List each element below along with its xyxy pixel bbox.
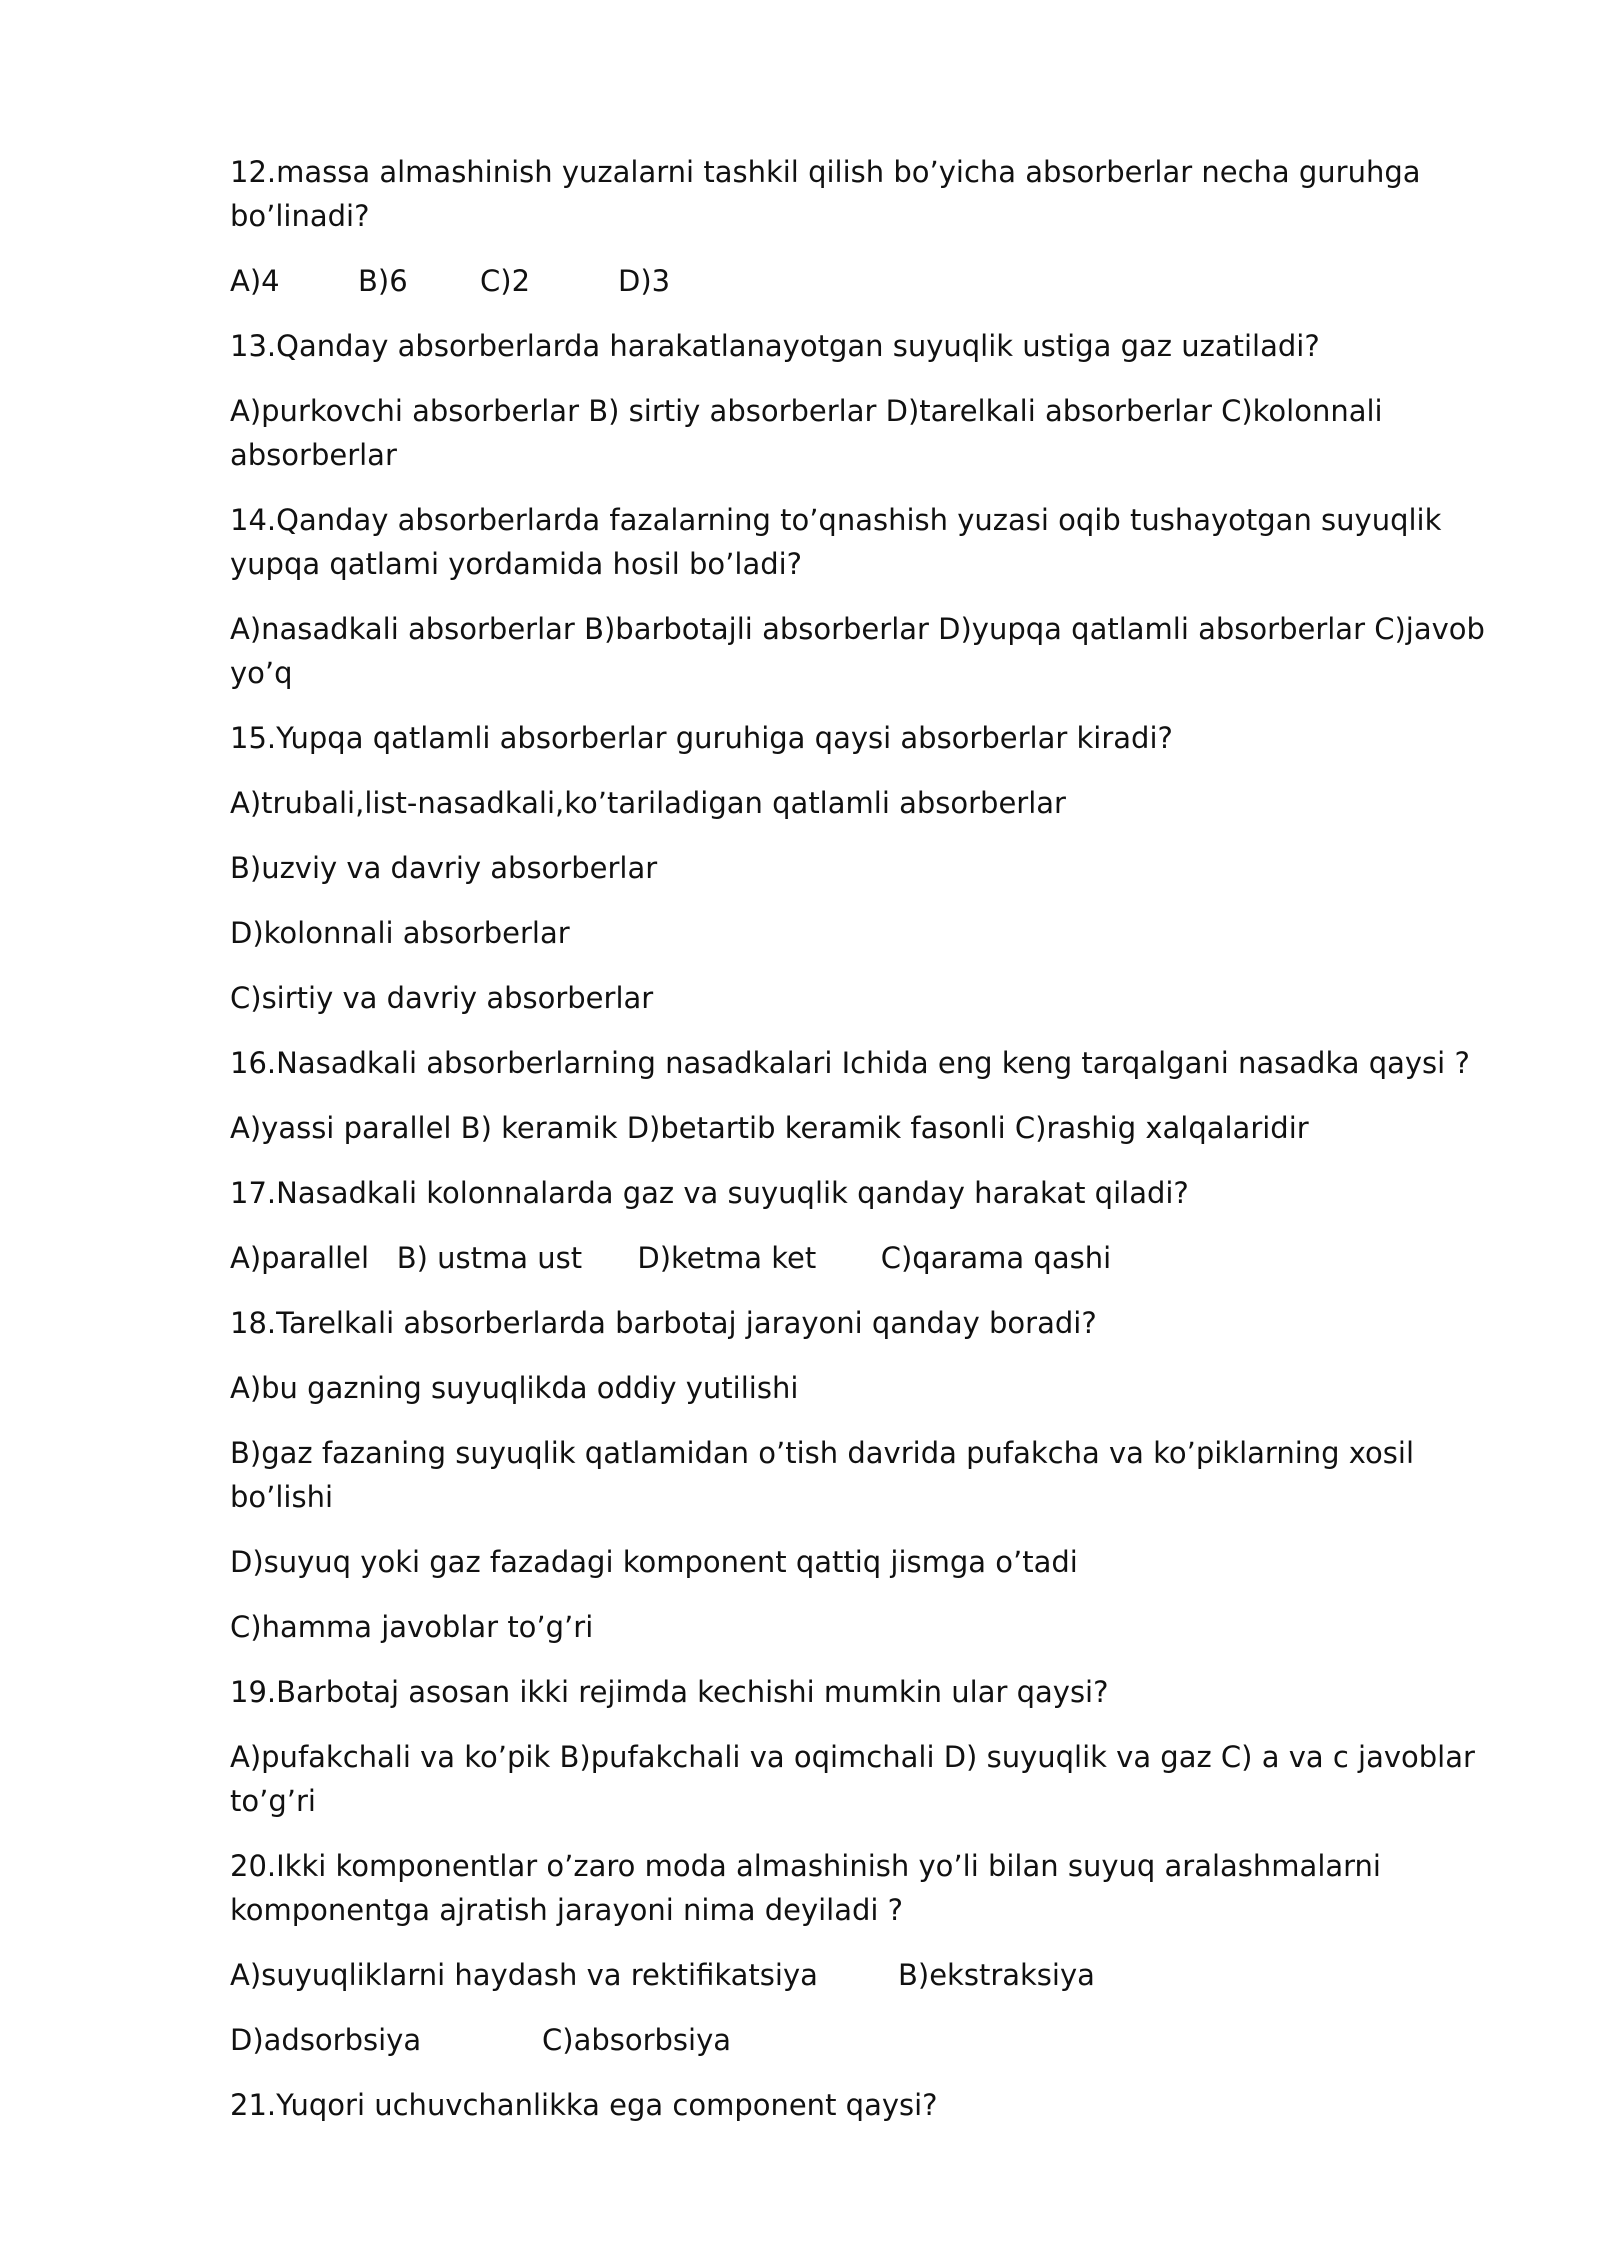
question-13-options: A)purkovchi absorberlar B) sirtiy absorberlar D)tarelkali absorberlar C)kolonnali absorberlar [230,394,1383,472]
question-list [230,150,1500,2148]
question-14: 14.Qanday absorberlarda fazalarning to’qnashish yuzasi oqib tushayotgan suyuqlik yupqa qatlami yordamida hosil bo’ladi? [230,503,1442,581]
question-18-option-c: C)hamma javoblar to’g’ri [230,1610,594,1644]
option-d: D)3 [618,264,671,298]
question-20-options-row1 [230,1953,1500,1997]
question-15-option-d: D)kolonnali absorberlar [230,916,570,950]
question-12: 12.massa almashinish yuzalarni tashkil qilish bo’yicha absorberlar necha guruhga bo’linadi? [230,155,1421,233]
option-d: D)adsorbsiya [230,2023,422,2057]
question-21: 21.Yuqori uchuvchanlikka ega component qaysi? [230,2088,938,2122]
question-18-option-b: B)gaz fazaning suyuqlik qatlamidan o’tish davrida pufakcha va ko’piklarning xosil bo’lishi [230,1436,1415,1514]
option-a: A)4 [230,264,280,298]
question-15-option-b: B)uzviy va davriy absorberlar [230,851,658,885]
option-c: C)2 [480,264,531,298]
question-14-options: A)nasadkali absorberlar B)barbotajli absorberlar D)yupqa qatlamli absorberlar C)javob yo’q [230,612,1485,690]
question-16: 16.Nasadkali absorberlarning nasadkalari Ichida eng keng tarqalgani nasadka qaysi ? [230,1046,1470,1080]
option-b: B)6 [358,264,408,298]
question-15-option-a: A)trubali,list-nasadkali,ko’tariladigan qatlamli absorberlar [230,786,1066,820]
option-a: A)suyuqliklarni haydash va rektifikatsiya [230,1958,818,1992]
option-b: B)ekstraksiya [898,1958,1095,1992]
question-19-options: A)pufakchali va ko’pik B)pufakchali va oqimchali D) suyuqlik va gaz C) a va c javoblar to’g’ri [230,1740,1475,1818]
question-20-options-row2 [230,2018,1500,2062]
question-18-option-a: A)bu gazning suyuqlikda oddiy yutilishi [230,1371,799,1405]
question-12-options [230,259,1500,303]
question-17: 17.Nasadkali kolonnalarda gaz va suyuqlik qanday harakat qiladi? [230,1176,1189,1210]
question-13: 13.Qanday absorberlarda harakatlanayotgan suyuqlik ustiga gaz uzatiladi? [230,329,1320,363]
question-17-options: A)parallel B) ustma ust D)ketma ket C)qarama qashi [230,1241,1112,1275]
question-18: 18.Tarelkali absorberlarda barbotaj jarayoni qanday boradi? [230,1306,1097,1340]
question-15-option-c: C)sirtiy va davriy absorberlar [230,981,654,1015]
question-19: 19.Barbotaj asosan ikki rejimda kechishi mumkin ular qaysi? [230,1675,1109,1709]
question-20: 20.Ikki komponentlar o’zaro moda almashinish yo’li bilan suyuq aralashmalarni komponentga ajratish jarayoni nima deyiladi ? [230,1849,1381,1927]
option-c: C)absorbsiya [542,2023,732,2057]
question-16-options: A)yassi parallel B) keramik D)betartib keramik fasonli C)rashig xalqalaridir [230,1111,1309,1145]
question-18-option-d: D)suyuq yoki gaz fazadagi komponent qattiq jismga o’tadi [230,1545,1078,1579]
question-15: 15.Yupqa qatlamli absorberlar guruhiga qaysi absorberlar kiradi? [230,721,1173,755]
